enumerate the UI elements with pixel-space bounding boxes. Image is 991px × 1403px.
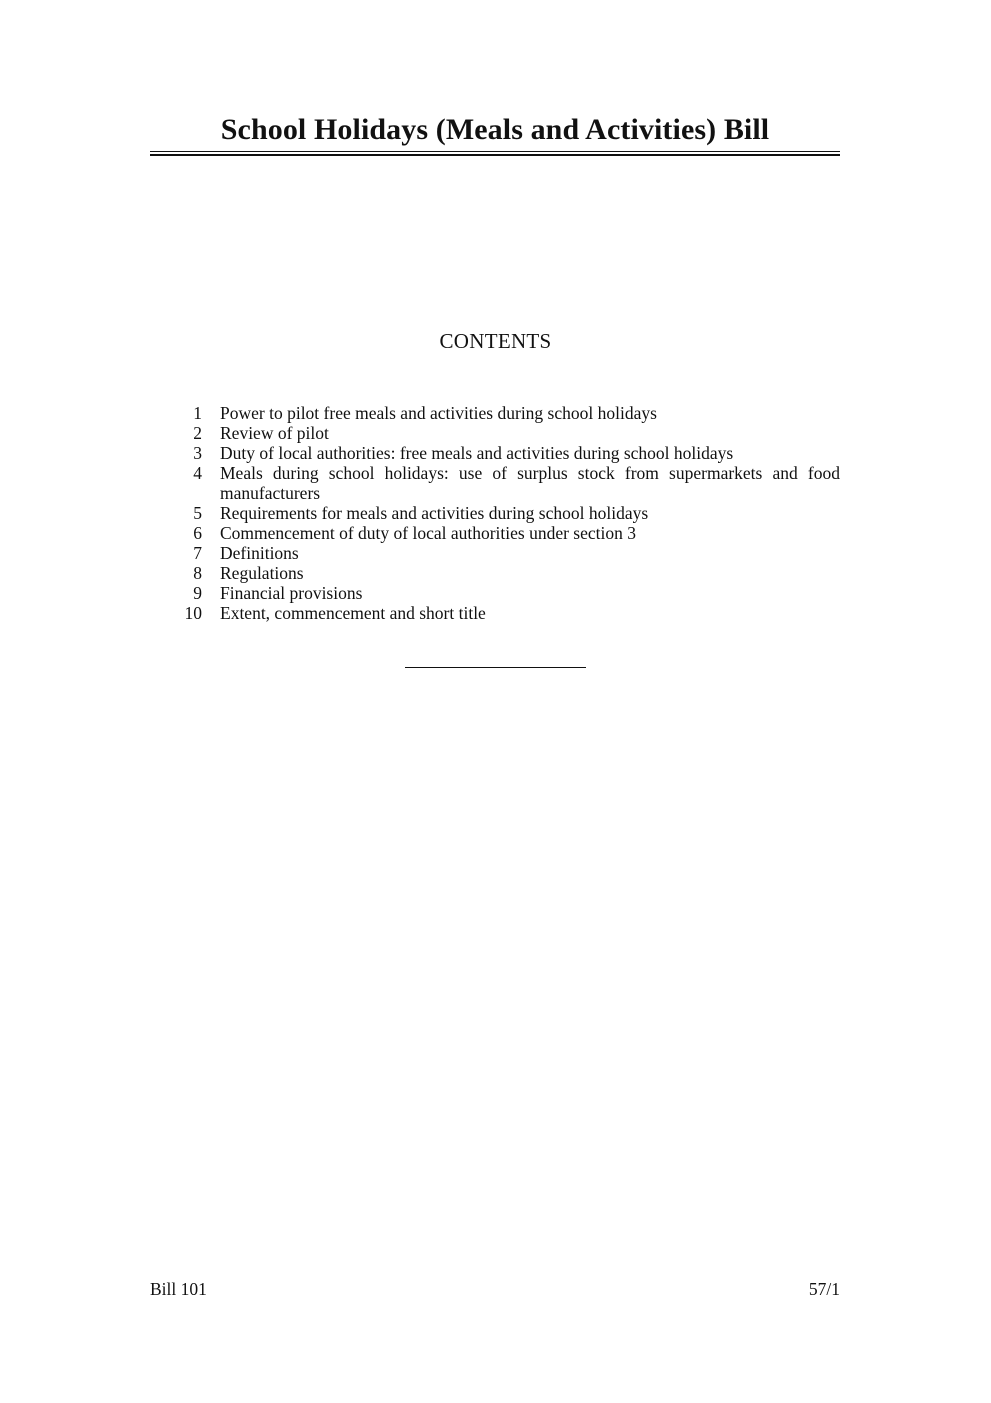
toc-item[interactable]	[150, 463, 840, 503]
toc-item-text: Power to pilot free meals and activities during school holidays	[220, 403, 657, 423]
toc-item[interactable]	[150, 423, 840, 443]
toc-item-number: 5	[193, 503, 202, 523]
toc-item-number: 1	[193, 403, 202, 423]
toc-item[interactable]	[150, 603, 840, 623]
toc-item-text: Commencement of duty of local authorities under section 3	[220, 523, 637, 543]
contents-end-rule	[405, 667, 586, 668]
title-block	[150, 110, 840, 156]
toc-item-text: Meals during school holidays: use of surplus stock from supermarkets and food manufacturers	[220, 463, 840, 503]
toc-item-text: Regulations	[220, 563, 304, 583]
toc-item[interactable]	[150, 403, 840, 423]
footer-bill-number: Bill 101	[150, 1279, 207, 1299]
toc-item-number: 2	[193, 423, 202, 443]
title-rule-thin	[150, 151, 840, 152]
toc-item[interactable]	[150, 563, 840, 583]
toc-item-text: Review of pilot	[220, 423, 329, 443]
toc-item[interactable]	[150, 503, 840, 523]
toc-item-text: Requirements for meals and activities during school holidays	[220, 503, 649, 523]
toc-item-number: 4	[193, 463, 202, 483]
toc-item-number: 7	[193, 543, 202, 563]
toc-item[interactable]	[150, 543, 840, 563]
toc-item[interactable]	[150, 443, 840, 463]
bill-title: School Holidays (Meals and Activities) Bill	[220, 113, 770, 146]
toc-item-text: Financial provisions	[220, 583, 363, 603]
contents-heading: CONTENTS	[439, 329, 552, 353]
table-of-contents	[150, 403, 840, 623]
toc-item-number: 10	[184, 603, 202, 623]
toc-item-number: 8	[193, 563, 202, 583]
toc-item-number: 3	[193, 443, 202, 463]
footer-reference: 57/1	[808, 1279, 840, 1299]
toc-item-number: 9	[193, 583, 202, 603]
title-rule-thick	[150, 154, 840, 156]
toc-item-text: Definitions	[220, 543, 299, 563]
toc-item[interactable]	[150, 523, 840, 543]
toc-item[interactable]	[150, 583, 840, 603]
toc-item-text: Duty of local authorities: free meals and activities during school holidays	[220, 443, 734, 463]
toc-item-text: Extent, commencement and short title	[220, 603, 486, 623]
toc-item-number: 6	[193, 523, 202, 543]
